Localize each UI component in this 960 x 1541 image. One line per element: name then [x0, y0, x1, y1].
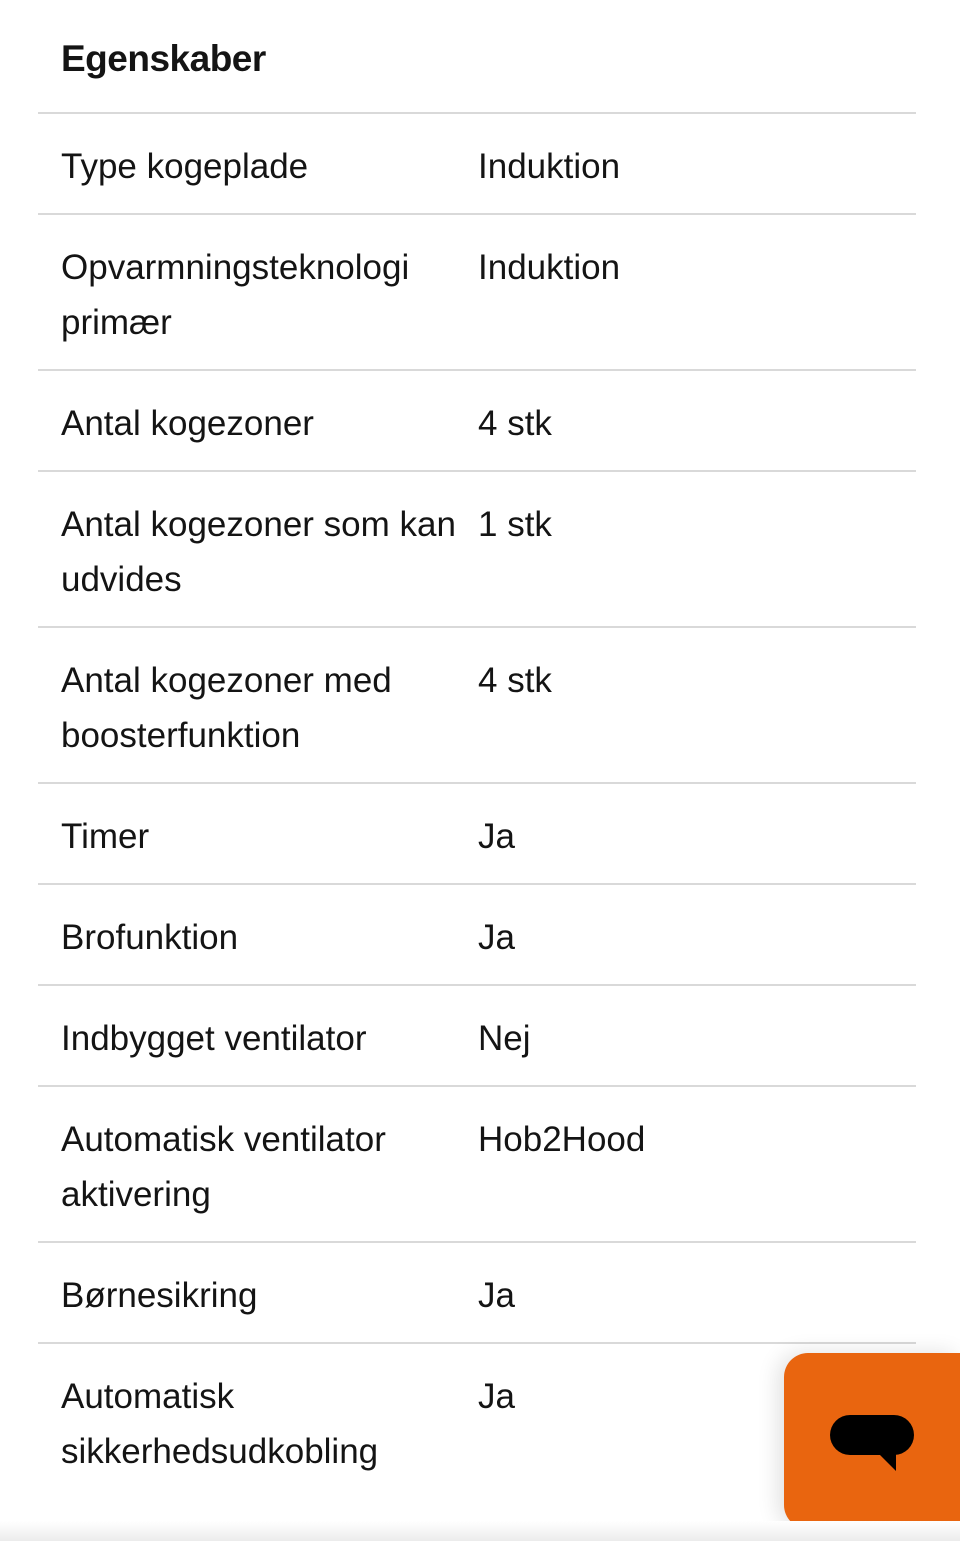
- section-title: Egenskaber: [61, 38, 266, 79]
- spec-row: [38, 784, 916, 885]
- spec-label: Indbygget ventilator: [61, 1019, 367, 1058]
- spec-row: [38, 628, 916, 784]
- spec-value: Ja: [478, 1276, 515, 1315]
- spec-label: Timer: [61, 817, 150, 856]
- spec-row: [38, 215, 916, 371]
- spec-row: [38, 885, 916, 986]
- spec-value: 1 stk: [478, 505, 552, 544]
- spec-value: 4 stk: [478, 661, 552, 700]
- spec-label: Antal kogezoner: [61, 404, 314, 443]
- bottom-edge: [0, 1521, 960, 1541]
- spec-row: [38, 371, 916, 472]
- spec-value: Ja: [478, 817, 515, 856]
- spec-value: Induktion: [478, 147, 621, 186]
- spec-value: Induktion: [478, 248, 621, 287]
- spec-label: Børnesikring: [61, 1276, 258, 1315]
- spec-value: 4 stk: [478, 404, 552, 443]
- spec-label: Automatisk sikkerhedsudkobling: [61, 1377, 379, 1471]
- chat-button[interactable]: [784, 1353, 960, 1529]
- chat-bubble-icon: [830, 1415, 914, 1485]
- spec-row: [38, 1087, 916, 1243]
- spec-row: [38, 986, 916, 1087]
- spec-label: Opvarmningsteknologi primær: [61, 248, 410, 342]
- spec-row: [38, 472, 916, 628]
- spec-label: Antal kogezoner som kan udvides: [61, 505, 456, 599]
- spec-value: Ja: [478, 918, 515, 957]
- spec-label: Antal kogezoner med boosterfunktion: [61, 661, 392, 755]
- spec-label: Type kogeplade: [61, 147, 309, 186]
- spec-value: Nej: [478, 1019, 531, 1058]
- spec-row: [38, 1243, 916, 1344]
- specs-table: [38, 112, 916, 1500]
- spec-value: Hob2Hood: [478, 1120, 646, 1159]
- spec-value: Ja: [478, 1377, 515, 1416]
- spec-label: Brofunktion: [61, 918, 239, 957]
- spec-row: [38, 114, 916, 215]
- spec-label: Automatisk ventilator aktivering: [61, 1120, 386, 1214]
